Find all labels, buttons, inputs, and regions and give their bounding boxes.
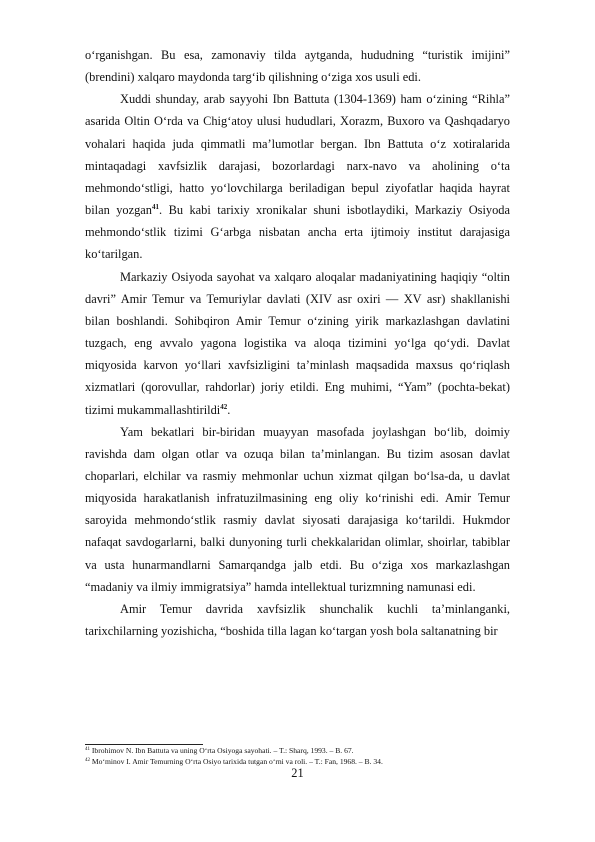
footnotes [85,746,510,767]
footnote-ref-42[interactable]: 42 [220,402,228,411]
main-text [85,44,510,642]
footnote-41: $^{41}$ Ibrohimov N. Ibn Battuta va uning O‘rta Osiyoga sayohati. – T.: Sharq, 1993. – B. 67. [85,746,354,755]
footnote-separator [85,744,203,745]
paragraph-3: Markaziy Osiyoda sayohat va xalqaro aloqalar madaniyatining haqiqiy “oltin davri” Amir Temur va Temuriylar davlati (XIV asr oxiri — XV asr) shakllanishi bilan boshlandi. Sohibqiron Amir Temur o‘zining yirik markazlashgan davlatini tuzgach, eng avvalo yagona logistika va aloqa tizimini yo‘lga qo‘ydi. Davlat miqyosida karvon yo‘llari xavfsizligini ta’minlash maqsadida maxsus qo‘riqlash xizmatlari (qorovullar, rahdorlar) joriy etildi. Eng muhimi, “Yam” (pochta-bekat) tizimi mukammallashtirildi$^{42}$. [85,269,510,417]
paragraph-5: Amir Temur davrida xavfsizlik shunchalik kuchli ta’minlanganki, tarixchilarning yozishicha, “boshida tilla lagan ko‘targan yosh bola saltanatning bir [85,601,510,639]
page-number: 21 [291,766,304,780]
paragraph-4: Yam bekatlari bir-biridan muayyan masofada joylashgan bo‘lib, doimiy ravishda dam olgan otlar va ozuqa bilan ta’minlangan. Bu tizim asosan davlat choparlari, elchilar va rasmiy mehmonlar uchun xizmat qilgan bo‘lsa-da, u davlat miqyosida harakatlanish infratuzilmasining eng oliy ko‘rinishi edi. Amir Temur saroyida mehmondo‘stlik rasmiy davlat siyosati darajasiga ko‘tarildi. Hukmdor nafaqat savdogarlarni, balki dunyoning turli chekkalaridan olimlar, shoirlar, tabiblar va usta hunarmandlarni Samarqandga jalb etdi. Bu o‘ziga xos markazlashgan “madaniy va ilmiy immigratsiya” hamda intellektual turizmning namunasi edi. [85,424,510,594]
paragraph-1: o‘rganishgan. Bu esa, zamonaviy tilda aytganda, hududning “turistik imijini” (brendini) xalqaro maydonda targ‘ib qilishning o‘ziga xos usuli edi. [85,48,510,85]
footnote-ref-41[interactable]: 41 [152,203,160,212]
paragraph-2: Xuddi shunday, arab sayyohi Ibn Battuta (1304-1369) ham o‘zining “Rihla” asarida Oltin O‘rda va Chig‘atoy ulusi hududlari, Xorazm, Buxoro va Qashqadaryo vohalari haqida juda qimmatli ma’lumotlar bergan. Ibn Battuta o‘z xotiralarida mintaqadagi xavfsizlik darajasi, bozorlardagi narx-navo va aholining o‘ta mehmondo‘stligi, hatto yo‘lovchilarga beriladigan bepul ziyofatlar haqida hayrat bilan yozgan$^{41}$. Bu kabi tarixiy xronikalar shuni isbotlaydiki, Markaziy Osiyoda mehmondo‘stlik tizimi G‘arbga nisbatan ancha erta ijtimoiy institut darajasiga ko‘tarilgan. [85,92,511,262]
footnote-42: $^{42}$ Mo‘minov I. Amir Temurning O‘rta Osiyo tarixida tutgan o‘rni va roli. – T.: Fan, 1968. – B. 34. [85,756,383,766]
